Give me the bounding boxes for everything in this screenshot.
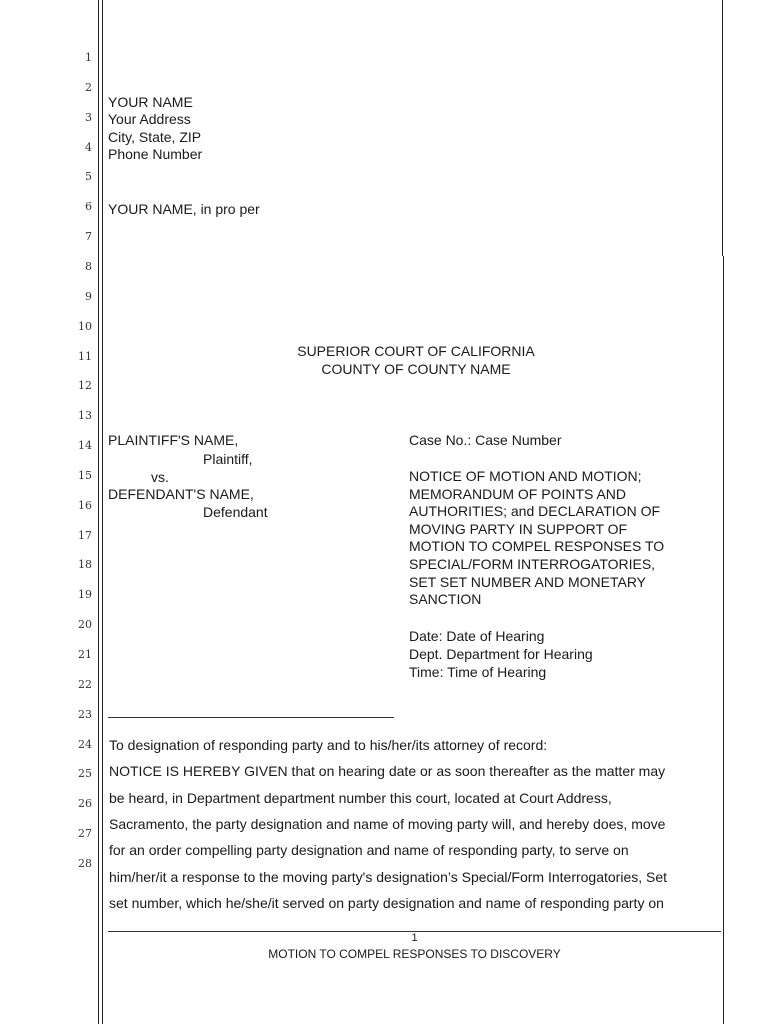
line-number: 16 <box>78 498 92 512</box>
line-number: 12 <box>78 379 92 393</box>
line-number: 1 <box>85 51 92 64</box>
line-number: 23 <box>78 707 92 721</box>
line-number: 26 <box>78 797 92 811</box>
line-number: 20 <box>78 618 92 632</box>
line-number: 10 <box>78 319 92 333</box>
court-county: COUNTY OF COUNTY NAME <box>321 361 511 377</box>
court-name: SUPERIOR COURT OF CALIFORNIA <box>297 343 535 359</box>
body-line: To designation of responding party and to his/her/its attorney of record: <box>109 737 548 753</box>
defendant-name: DEFENDANT'S NAME, <box>108 486 254 502</box>
versus-label: vs. <box>151 469 169 485</box>
plaintiff-name: PLAINTIFF'S NAME, <box>108 432 239 448</box>
header-phone: Phone Number <box>108 146 203 162</box>
hearing-date: Date: Date of Hearing <box>409 628 545 644</box>
line-number: 27 <box>78 827 92 841</box>
line-number: 18 <box>78 558 92 572</box>
body-line: him/her/it a response to the moving party's designation’s Special/Form Interrogatories, Set <box>109 868 668 885</box>
left-margin-rule-outer <box>98 0 99 1024</box>
line-number: 21 <box>78 648 92 661</box>
case-title-line: MOVING PARTY IN SUPPORT OF <box>409 520 628 537</box>
case-title-line: SET SET NUMBER AND MONETARY <box>409 573 647 590</box>
footer-page-number: 1 <box>411 932 418 944</box>
case-number: Case No.: Case Number <box>409 432 562 448</box>
case-title-line: MOTION TO COMPEL RESPONSES TO <box>409 538 665 555</box>
line-number: 19 <box>78 588 92 602</box>
header-address: Your Address <box>108 111 191 127</box>
line-number: 5 <box>85 170 92 184</box>
header-pro-per: YOUR NAME, in pro per <box>108 201 260 217</box>
plaintiff-role: Plaintiff, <box>203 451 253 467</box>
header-name: YOUR NAME <box>108 94 193 110</box>
body-line: be heard, in Department department number this court, located at Court Address, <box>109 789 612 806</box>
hearing-time: Time: Time of Hearing <box>409 664 547 680</box>
case-title-line: NOTICE OF MOTION AND MOTION; <box>409 468 642 484</box>
line-number: 8 <box>85 259 92 273</box>
line-number: 6 <box>85 200 92 214</box>
body-line: Sacramento, the party designation and name of moving party will, and hereby does, move <box>109 815 666 832</box>
hearing-department: Dept. Department for Hearing <box>409 646 593 662</box>
body-line: for an order compelling party designation and name of responding party, to serve on <box>109 842 629 859</box>
line-number: 9 <box>85 289 92 303</box>
line-numbers-column <box>0 0 96 1024</box>
case-title-line: SPECIAL/FORM INTERROGATORIES, <box>409 556 656 572</box>
caption-divider <box>108 717 394 718</box>
defendant-role: Defendant <box>203 504 268 520</box>
header-city-state-zip: City, State, ZIP <box>108 129 202 145</box>
case-title-line: MEMORANDUM OF POINTS AND <box>409 485 627 502</box>
line-number: 15 <box>78 468 92 482</box>
line-number: 14 <box>78 439 92 453</box>
line-number: 11 <box>78 349 92 363</box>
line-number: 28 <box>78 856 92 870</box>
line-number: 13 <box>78 409 92 423</box>
case-title-line: SANCTION <box>409 591 482 608</box>
line-number: 7 <box>85 230 92 244</box>
line-number: 24 <box>78 737 92 751</box>
line-number: 2 <box>85 80 92 94</box>
footer-title: MOTION TO COMPEL RESPONSES TO DISCOVERY <box>268 947 561 961</box>
line-number: 4 <box>85 140 92 154</box>
right-margin-rule-lower <box>723 256 724 1024</box>
line-number: 22 <box>78 677 92 691</box>
line-number: 3 <box>85 110 92 124</box>
case-title-line: AUTHORITIES; and DECLARATION OF <box>409 503 661 520</box>
right-margin-rule-upper <box>722 0 723 256</box>
body-line: NOTICE IS HEREBY GIVEN that on hearing date or as soon thereafter as the matter may <box>109 763 666 780</box>
left-margin-rule-inner <box>102 0 103 1024</box>
line-number: 25 <box>78 767 92 781</box>
body-line: set number, which he/she/it served on party designation and name of responding party on <box>109 894 664 911</box>
line-number: 17 <box>78 528 92 542</box>
